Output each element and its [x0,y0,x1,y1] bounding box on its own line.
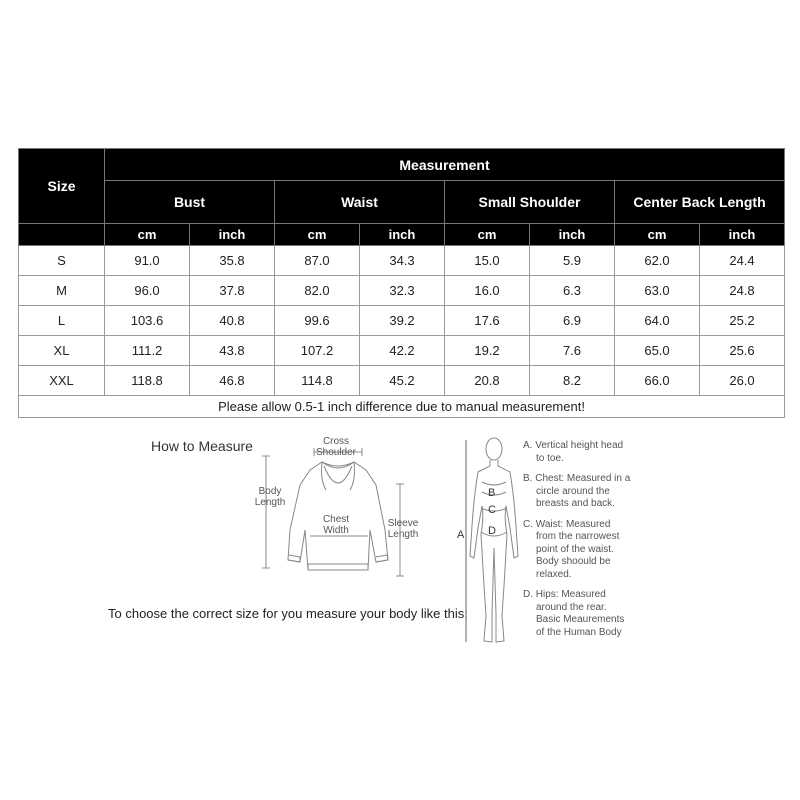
value-cell: 103.6 [105,306,190,336]
measurement-footnote: Please allow 0.5-1 inch difference due to manual measurement! [19,396,785,418]
value-cell: 42.2 [360,336,445,366]
value-cell: 87.0 [275,246,360,276]
value-cell: 34.3 [360,246,445,276]
group-header-small-shoulder: Small Shoulder [445,181,615,224]
how-to-measure-title: How to Measure [151,438,253,454]
value-cell: 16.0 [445,276,530,306]
value-cell: 6.3 [530,276,615,306]
group-header-waist: Waist [275,181,445,224]
value-cell: 39.2 [360,306,445,336]
value-cell: 15.0 [445,246,530,276]
label-line: Length [387,529,419,540]
note-line: C. Waist: Measured [523,518,611,530]
value-cell: 20.8 [445,366,530,396]
table-row [19,366,785,396]
unit-header: cm [445,224,530,246]
size-cell: M [19,276,105,306]
value-cell: 64.0 [615,306,700,336]
value-cell: 35.8 [190,246,275,276]
note-chest [523,473,663,511]
note-line: A. Vertical height head [523,440,624,451]
unit-header: cm [615,224,700,246]
size-cell: XL [19,336,105,366]
unit-header: cm [275,224,360,246]
body-length-label [250,486,290,508]
table-row [19,276,785,306]
size-chart-table [18,148,785,418]
value-cell: 25.6 [700,336,785,366]
value-cell: 24.4 [700,246,785,276]
label-line: Sleeve [387,518,419,529]
value-cell: 99.6 [275,306,360,336]
value-cell: 6.9 [530,306,615,336]
value-cell: 32.3 [360,276,445,306]
value-cell: 111.2 [105,336,190,366]
note-line: of the Human Body [536,626,622,638]
note-line: circle around the [536,485,610,497]
marker-b: B [488,487,496,499]
group-header-bust: Bust [105,181,275,224]
measurement-header: Measurement [105,149,785,181]
value-cell: 5.9 [530,246,615,276]
value-cell: 118.8 [105,366,190,396]
value-cell: 62.0 [615,246,700,276]
label-line: Cross [322,436,350,447]
value-cell: 65.0 [615,336,700,366]
marker-a: A [457,529,465,541]
marker-c: C [488,504,496,516]
unit-header: inch [700,224,785,246]
size-cell: L [19,306,105,336]
note-line: around the rear. [536,601,607,613]
note-line: point of the waist. [536,543,614,555]
table-row [19,336,785,366]
note-line: breasts and back. [536,498,615,509]
value-cell: 96.0 [105,276,190,306]
cross-shoulder-label [312,436,360,458]
size-header: Size [19,149,105,224]
value-cell: 114.8 [275,366,360,396]
measurement-notes [523,440,663,647]
value-cell: 26.0 [700,366,785,396]
body-figure-diagram [464,436,524,656]
label-line: Length [254,497,286,508]
sleeve-length-label [382,518,424,540]
table-row [19,306,785,336]
unit-header: cm [105,224,190,246]
value-cell: 63.0 [615,276,700,306]
value-cell: 24.8 [700,276,785,306]
value-cell: 7.6 [530,336,615,366]
value-cell: 25.2 [700,306,785,336]
unit-header: inch [530,224,615,246]
label-line: Width [323,525,349,536]
value-cell: 46.8 [190,366,275,396]
note-line: relaxed. [536,568,572,580]
value-cell: 19.2 [445,336,530,366]
value-cell: 107.2 [275,336,360,366]
value-cell: 40.8 [190,306,275,336]
note-hips [523,589,663,639]
note-line: Body shoould be [536,556,611,567]
size-cell: S [19,246,105,276]
label-line: Body [258,486,282,497]
value-cell: 91.0 [105,246,190,276]
size-cell: XXL [19,366,105,396]
value-cell: 37.8 [190,276,275,306]
note-line: Basic Meaurements [536,614,625,625]
label-line: Chest [322,514,350,525]
value-cell: 82.0 [275,276,360,306]
unit-header: inch [190,224,275,246]
value-cell: 17.6 [445,306,530,336]
note-waist [523,519,663,582]
note-line: D. Hips: Measured [523,589,606,600]
note-line: from the narrowest [536,531,620,542]
note-line: to toe. [536,452,564,464]
value-cell: 66.0 [615,366,700,396]
marker-d: D [488,525,496,537]
chest-width-label [316,514,356,536]
group-header-center-back-length: Center Back Length [615,181,785,224]
value-cell: 8.2 [530,366,615,396]
note-line: B. Chest: Measured in a [523,473,631,484]
value-cell: 45.2 [360,366,445,396]
measure-instruction: To choose the correct size for you measure your body like this: [108,606,468,621]
size-header-spacer [19,224,105,246]
label-line: Shoulder [315,447,357,458]
table-row [19,246,785,276]
value-cell: 43.8 [190,336,275,366]
unit-header: inch [360,224,445,246]
note-height [523,440,663,465]
